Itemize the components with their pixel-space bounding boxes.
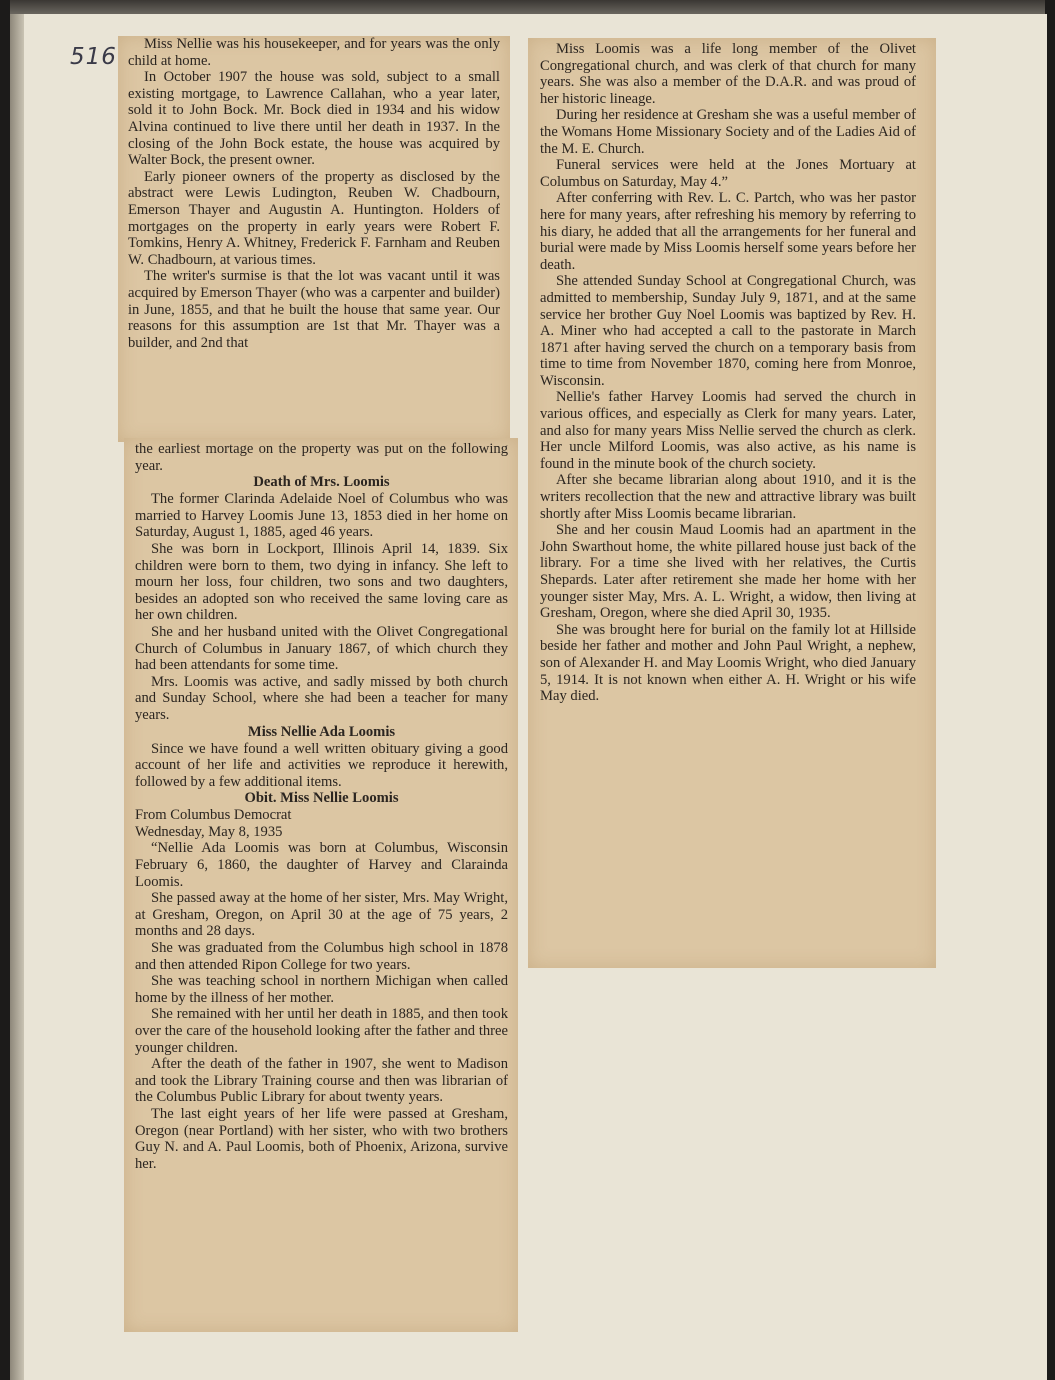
paragraph: She attended Sunday School at Congregational Church, was admitted to membership, Sunday July 9, 1871, and at the same service her brother Guy Noel Loomis was baptized by Rev. H. A. Miner who had accepted a call to the pastorate in March 1871 after having served the church on a temporary basis from time to time from November 1870, coming here from Monroe, Wisconsin. — [540, 273, 916, 389]
newspaper-clipping-1 — [118, 36, 510, 442]
paragraph: She remained with her until her death in 1885, and then took over the care of the household looking after the father and three younger children. — [135, 1006, 508, 1056]
paragraph: She and her cousin Maud Loomis had an apartment in the John Swarthout home, the white pillared house just back of the library. For a time she lived with her relatives, the Curtis Shepards. Later after retirement she made her home with her younger sister May, Mrs. A. L. Wright, a widow, then living at Gresham, Oregon, where she died April 30, 1935. — [540, 522, 916, 622]
paragraph: “Nellie Ada Loomis was born at Columbus, Wisconsin February 6, 1860, the daughter of Harvey and Claraindа Loomis. — [135, 840, 508, 890]
paragraph: In October 1907 the house was sold, subject to a small existing mortgage, to Lawrence Callahan, who a year later, sold it to John Bock. Mr. Bock died in 1934 and his widow Alvina continued to live there until her death in 1937. In the closing of the John Bock estate, the house was acquired by Walter Bock, the present owner. — [128, 69, 500, 169]
paragraph: She and her husband united with the Olivet Congregational Church of Columbus in January 1867, of which church they had been attendants for some time. — [135, 623, 508, 674]
paragraph: Early pioneer owners of the property as disclosed by the abstract were Lewis Ludington, Reuben W. Chadbourn, Emerson Thayer and Augustin A. Huntington. Holders of mortgages on the property in early years were Robert F. Tomkins, Henry A. Whitney, Frederick F. Farnham and Reuben W. Chadbourn, at various times. — [128, 168, 500, 268]
paragraph: She was teaching school in northern Michigan when called home by the illness of her mother. — [135, 973, 508, 1006]
book-binding — [10, 14, 24, 1380]
paragraph: After conferring with Rev. L. C. Partch, who was her pastor here for many years, after refreshing his memory by referring to his diary, he added that all the arrangements for her funeral and burial were made by Miss Loomis herself some years before her death. — [540, 190, 916, 273]
paragraph: The former Clarinda Adelaide Noel of Columbus who was married to Harvey Loomis June 13, 1853 died in her home on Saturday, August 1, 1885, aged 46 years. — [135, 491, 508, 541]
heading-miss-nellie-ada-loomis: Miss Nellie Ada Loomis — [247, 723, 396, 740]
paragraph: Mrs. Loomis was active, and sadly missed by both church and Sunday School, where she had been a teacher for many years. — [135, 673, 508, 723]
paragraph: After she became librarian along about 1910, and it is the writers recollection that the new and attractive library was built shortly after Miss Loomis became librarian. — [540, 472, 916, 522]
page-number: 516 — [70, 44, 117, 70]
paragraph: Nellie's father Harvey Loomis had served the church in various offices, and especially as Clerk for many years. Later, and also for many years Miss Nellie served the church as clerk. Her uncle Milford Loomis, was also active, as his name is found in the minute book of the church society. — [540, 389, 916, 472]
paragraph: She was graduated from the Columbus high school in 1878 and then attended Ripon College for two years. — [135, 940, 508, 973]
paragraph: Miss Nellie was his housekeeper, and for years was the only child at home. — [128, 36, 500, 69]
paragraph: She was born in Lockport, Illinois April 14, 1839. Six children were born to them, two dying in infancy. She left to mourn her loss, four children, two sons and two daughters, besides an adopted son who received the same loving care as her own children. — [135, 540, 508, 624]
source-date: Wednesday, May 8, 1935 — [135, 823, 283, 840]
paragraph: The writer's surmise is that the lot was vacant until it was acquired by Emerson Thayer (who was a carpenter and builder) in June, 1855, and that he built the house that same year. Our reasons for this assumption are 1st that Mr. Thayer was a builder, and 2nd that — [128, 268, 500, 351]
paragraph: Since we have found a well written obituary giving a good account of her life and activities we reproduce it herewith, followed by a few additional items. — [135, 740, 508, 790]
paragraph: The last eight years of her life were passed at Gresham, Oregon (near Portland) with her sister, who with two brothers Guy N. and A. Paul Loomis, both of Phoenix, Arizona, survive her. — [135, 1105, 508, 1172]
book-top-edge — [10, 0, 1045, 14]
newspaper-clipping-2 — [124, 438, 518, 1332]
newspaper-clipping-3 — [528, 38, 936, 968]
paragraph: She was brought here for burial on the family lot at Hillside beside her father and mother and John Paul Wright, a nephew, son of Alexander H. and May Loomis Wright, who died January 5, 1914. It is not known when either A. H. Wright or his wife May died. — [540, 621, 916, 705]
paragraph: During her residence at Gresham she was a useful member of the Womans Home Missionary Society and of the Ladies Aid of the M. E. Church. — [540, 107, 916, 157]
continuation-text: the earliest mortage on the property was put on the following year. — [135, 441, 508, 474]
paragraph: After the death of the father in 1907, she went to Madison and took the Library Training course and then was librarian of the Columbus Public Library for about twenty years. — [135, 1056, 508, 1106]
paragraph: She passed away at the home of her sister, Mrs. May Wright, at Gresham, Oregon, on April 30 at the age of 75 years, 2 months and 28 days. — [135, 890, 508, 940]
paragraph: Funeral services were held at the Jones Mortuary at Columbus on Saturday, May 4.” — [540, 157, 916, 190]
source-line: From Columbus Democrat — [135, 807, 292, 824]
paragraph: Miss Loomis was a life long member of the Olivet Congregational church, and was clerk of that church for many years. She was also a member of the D.A.R. and was proud of her historic lineage. — [540, 41, 916, 107]
heading-obituary: Obit. Miss Nellie Loomis — [244, 790, 399, 807]
heading-death-of-mrs-loomis: Death of Mrs. Loomis — [253, 474, 390, 491]
